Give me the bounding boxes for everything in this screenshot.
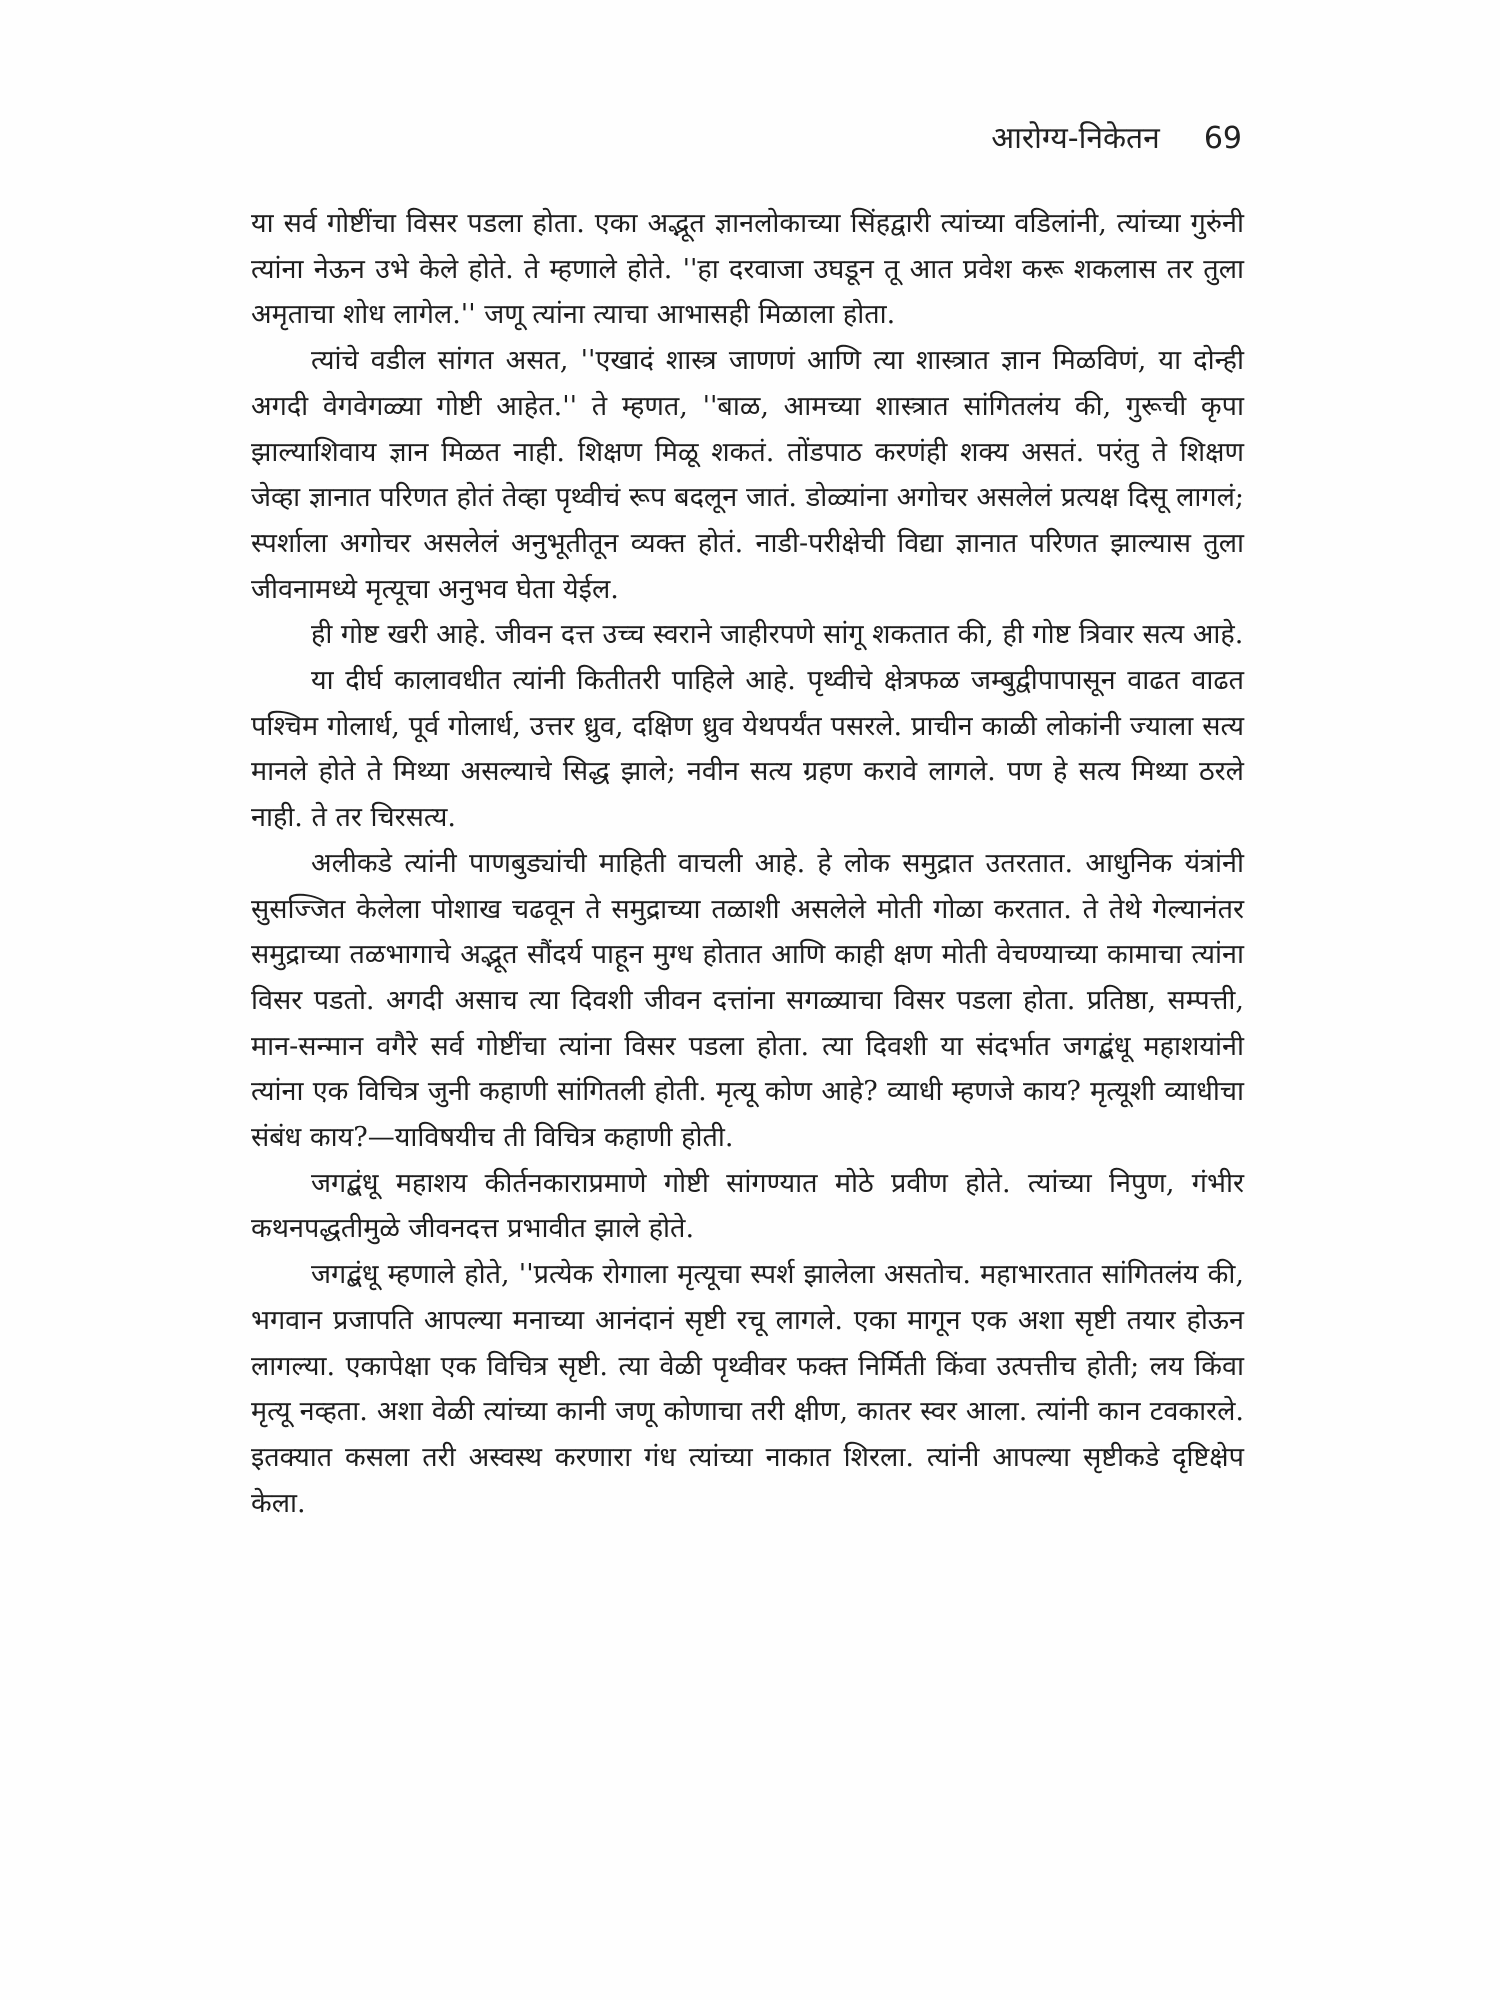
paragraph: या सर्व गोष्टींचा विसर पडला होता. एका अद्भूत ज्ञानलोकाच्या सिंहद्वारी त्यांच्या वडिलांनी, त्यांच्या गुरुंनी त्यांना नेऊन उभे केले होते. ते म्हणाले होते. ''हा दरवाजा उघडून तू आत प्रवेश करू शकलास तर तुला अमृताचा शोध लागेल.'' जणू त्यांना त्याचा आभासही मिळाला होता. [251,208,1244,331]
paragraph: ही गोष्ट खरी आहे. जीवन दत्त उच्च स्वराने जाहीरपणे सांगू शकतात की, ही गोष्ट त्रिवार सत्य आहे. [311,619,1244,651]
paragraph: जगद्बंधू महाशय कीर्तनकाराप्रमाणे गोष्टी सांगण्यात मोठे प्रवीण होते. त्यांच्या निपुण, गंभीर कथनपद्धतीमुळे जीवनदत्त प्रभावीत झाले होते. [251,1167,1244,1245]
paragraph: अलीकडे त्यांनी पाणबुड्यांची माहिती वाचली आहे. हे लोक समुद्रात उतरतात. आधुनिक यंत्रांनी सुसज्जित केलेला पोशाख चढवून ते समुद्राच्या तळाशी असलेले मोती गोळा करतात. ते तेथे गेल्यानंतर समुद्राच्या तळभागाचे अद्भूत सौंदर्य पाहून मुग्ध होतात आणि काही क्षण मोती वेचण्याच्या कामाचा त्यांना विसर पडतो. अगदी असाच त्या दिवशी जीवन दत्तांना सगळ्याचा विसर पडला होता. प्रतिष्ठा, सम्पत्ती, मान-सन्मान वगैरे सर्व गोष्टींचा त्यांना विसर पडला होता. त्या दिवशी या संदर्भात जगद्बंधू महाशयांनी त्यांना एक विचित्र जुनी कहाणी सांगितली होती. मृत्यू कोण आहे? व्याधी म्हणजे काय? मृत्यूशी व्याधीचा संबंध काय?—याविषयीच ती विचित्र कहाणी होती. [251,847,1244,1154]
paragraph: जगद्बंधू म्हणाले होते, ''प्रत्येक रोगाला मृत्यूचा स्पर्श झालेला असतोच. महाभारतात सांगितलंय की, भगवान प्रजापति आपल्या मनाच्या आनंदानं सृष्टी रचू लागले. एका मागून एक अशा सृष्टी तयार होऊन लागल्या. एकापेक्षा एक विचित्र सृष्टी. त्या वेळी पृथ्वीवर फक्त निर्मिती किंवा उत्पत्तीच होती; लय किंवा मृत्यू नव्हता. अशा वेळी त्यांच्या कानी जणू कोणाचा तरी क्षीण, कातर स्वर आला. त्यांनी कान टवकारले. इतक्यात कसला तरी अस्वस्थ करणारा गंध त्यांच्या नाकात शिरला. त्यांनी आपल्या सृष्टीकडे दृष्टिक्षेप केला. [251,1259,1244,1519]
page-number: 69 [1203,121,1242,156]
body-text [251,201,1244,1526]
paragraph: त्यांचे वडील सांगत असत, ''एखादं शास्त्र जाणणं आणि त्या शास्त्रात ज्ञान मिळविणं, या दोन्ही अगदी वेगवेगळ्या गोष्टी आहेत.'' ते म्हणत, ''बाळ, आमच्या शास्त्रात सांगितलंय की, गुरूची कृपा झाल्याशिवाय ज्ञान मिळत नाही. शिक्षण मिळू शकतं. तोंडपाठ करणंही शक्य असतं. परंतु ते शिक्षण जेव्हा ज्ञानात परिणत होतं तेव्हा पृथ्वीचं रूप बदलून जातं. डोळ्यांना अगोचर असलेलं प्रत्यक्ष दिसू लागलं; स्पर्शाला अगोचर असलेलं अनुभूतीतून व्यक्त होतं. नाडी-परीक्षेची विद्या ज्ञानात परिणत झाल्यास तुला जीवनामध्ये मृत्यूचा अनुभव घेता येईल. [251,345,1244,605]
running-header [991,116,1242,157]
running-title: आरोग्य-निकेतन [991,121,1160,156]
paragraph: या दीर्घ कालावधीत त्यांनी कितीतरी पाहिले आहे. पृथ्वीचे क्षेत्रफळ जम्बुद्वीपापासून वाढत वाढत पश्चिम गोलार्ध, पूर्व गोलार्ध, उत्तर ध्रुव, दक्षिण ध्रुव येथपर्यंत पसरले. प्राचीन काळी लोकांनी ज्याला सत्य मानले होते ते मिथ्या असल्याचे सिद्ध झाले; नवीन सत्य ग्रहण करावे लागले. पण हे सत्य मिथ्या ठरले नाही. ते तर चिरसत्य. [251,665,1244,834]
